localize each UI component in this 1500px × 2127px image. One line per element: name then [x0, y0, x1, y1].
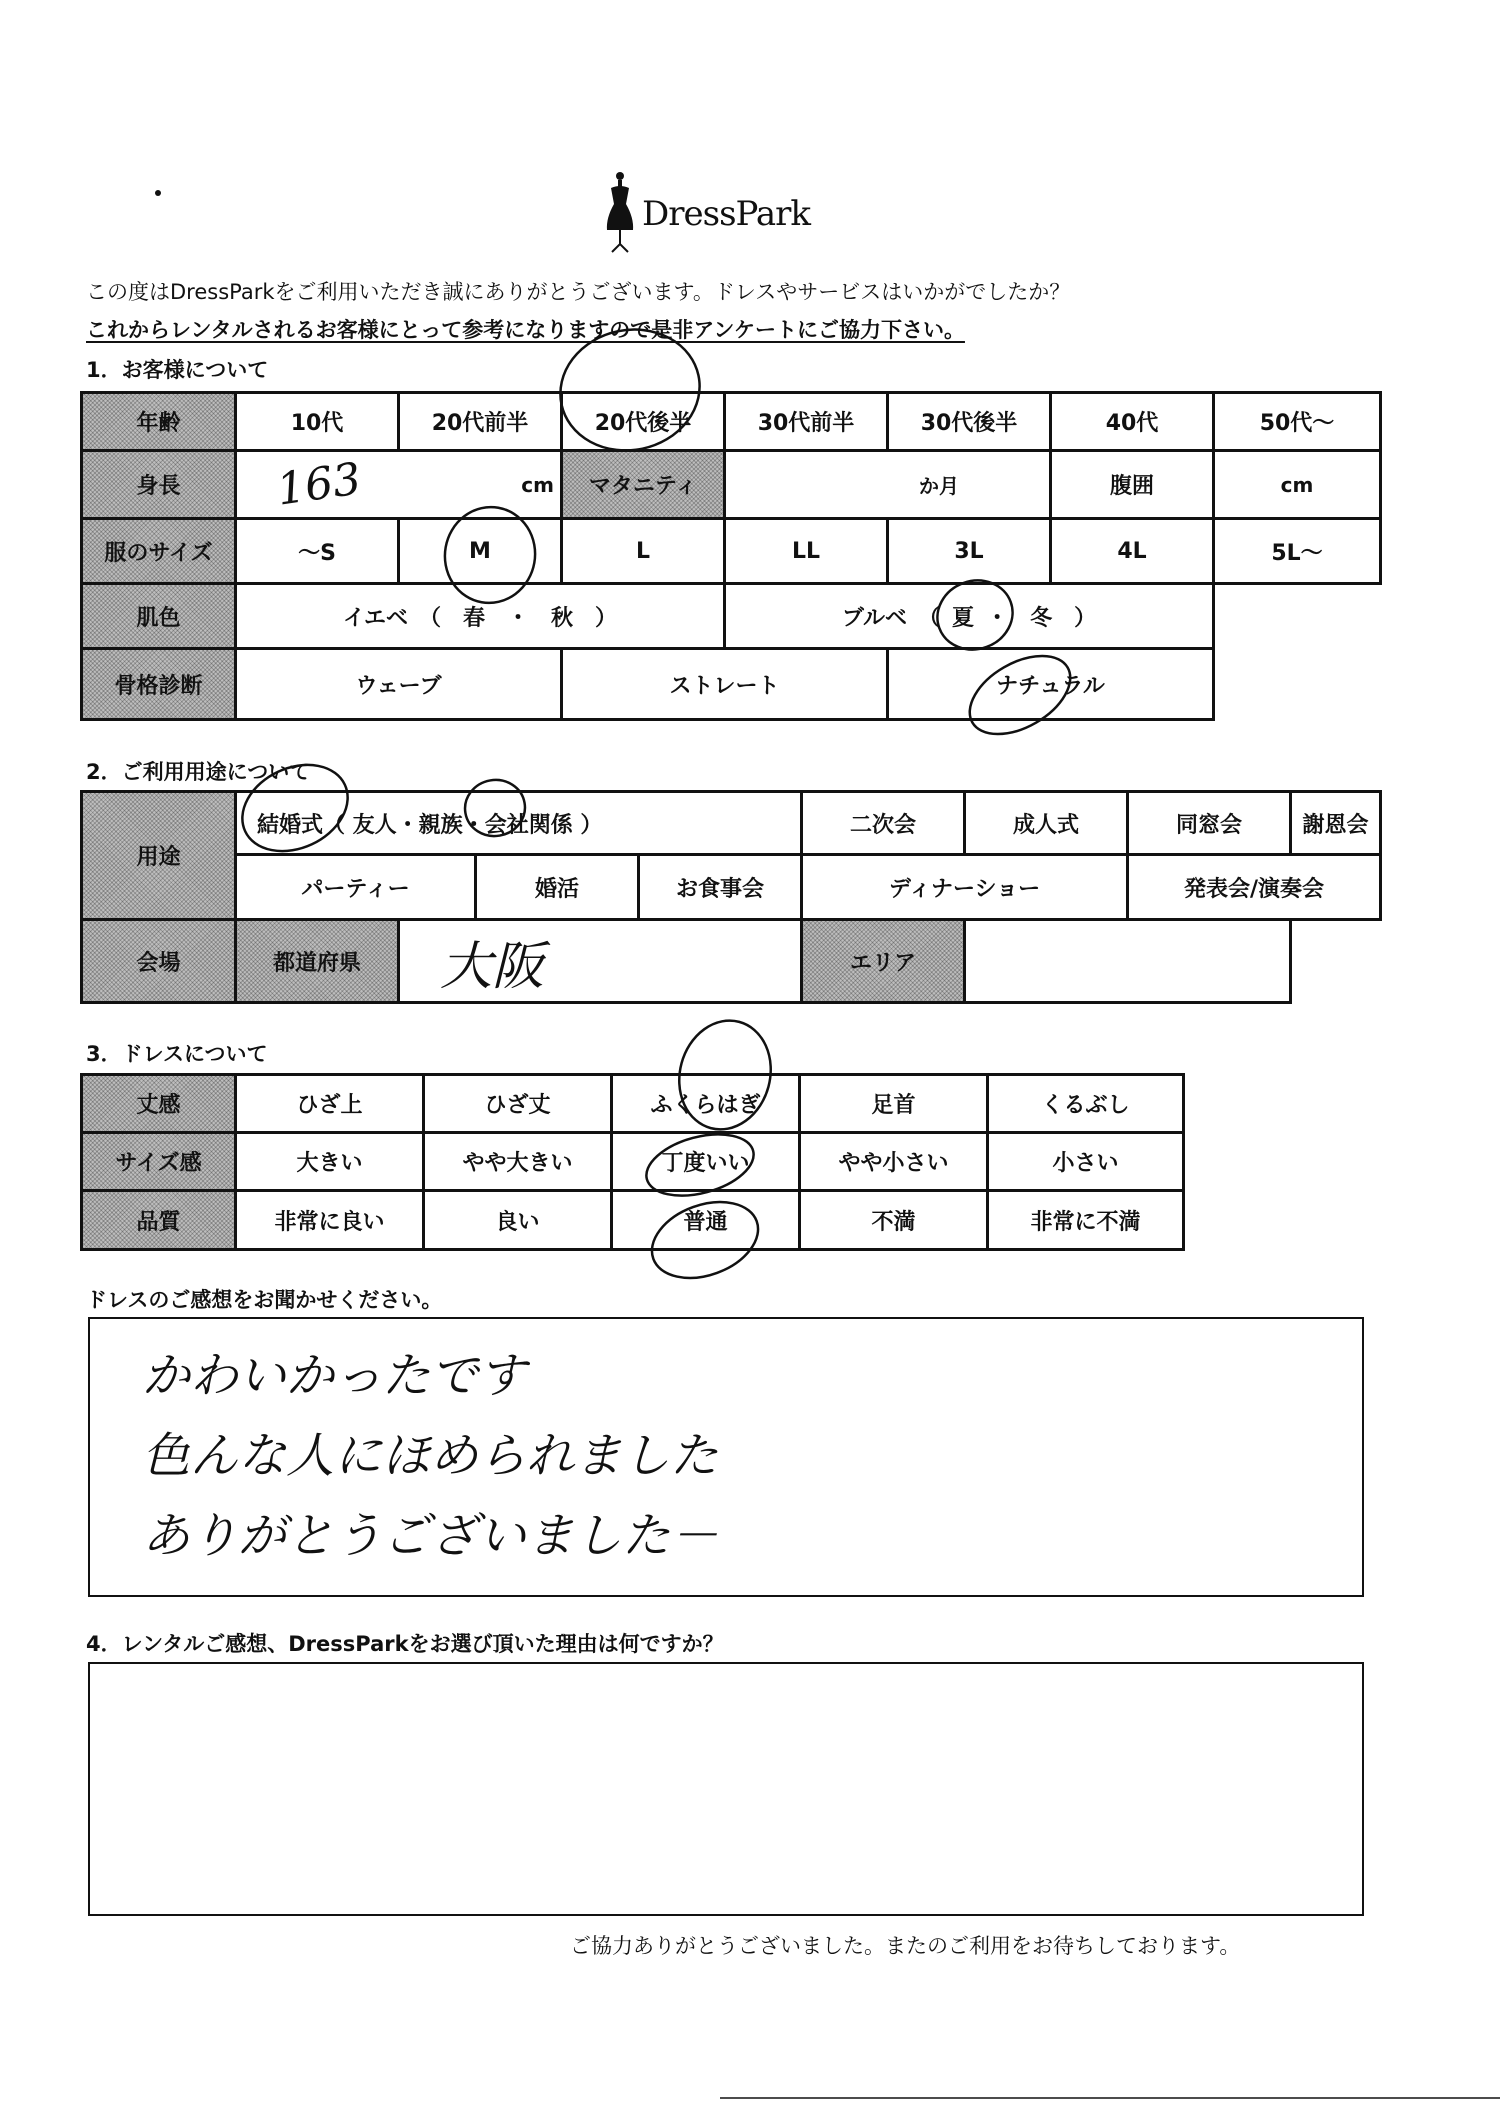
prefecture-value: 大阪 — [440, 936, 545, 997]
frame-option-selected[interactable]: ナチュラル — [889, 650, 1212, 718]
purpose-option[interactable]: パーティー — [237, 856, 474, 918]
intro-line-1: この度はDressParkをご利用いただき誠にありがとうございます。ドレスやサービスはいかがでしたか？ — [86, 280, 1071, 304]
logo-text: DressPark — [642, 194, 811, 234]
skin-blue-prefix: ブルベ （ — [841, 605, 941, 631]
quality-label: 品質 — [83, 1192, 234, 1248]
purpose-option[interactable]: 成人式 — [966, 793, 1126, 853]
height-unit: cm — [521, 472, 554, 497]
circle-mark-frame — [956, 640, 1083, 750]
size-label: 服のサイズ — [83, 520, 234, 582]
purpose-option[interactable]: ディナーショー — [803, 856, 1126, 918]
footer-thanks: ご協力ありがとうございました。またのご利用をお待ちしております。 — [570, 1934, 1241, 1958]
size-option[interactable]: L — [563, 520, 723, 582]
skin-yellow-option[interactable]: イエベ （ 春 ・ 秋 ） — [237, 585, 723, 647]
wedding-prefix: 結婚式（ 友人・ — [257, 812, 419, 838]
intro-line-2: これからレンタルされるお客様にとって参考になりますので是非アンケートにご協力下さい。 — [86, 318, 965, 342]
age-option[interactable]: 30代後半 — [889, 394, 1049, 449]
purpose-option[interactable]: 発表会/演奏会 — [1129, 856, 1379, 918]
frame-label: 骨格診断 — [83, 650, 234, 718]
purpose-option[interactable]: お食事会 — [640, 856, 800, 918]
waist-label: 腹囲 — [1052, 452, 1212, 517]
age-option[interactable]: 50代～ — [1215, 394, 1379, 449]
fit-option[interactable]: やや小さい — [801, 1134, 986, 1189]
waist-unit: cm — [1280, 472, 1314, 497]
age-label: 年齢 — [83, 394, 234, 449]
quality-option[interactable]: 良い — [425, 1192, 610, 1248]
section-1-title: 1．お客様について — [86, 358, 269, 382]
age-option[interactable]: 30代前半 — [726, 394, 886, 449]
purpose-label: 用途 — [83, 793, 234, 918]
prefecture-label: 都道府県 — [237, 921, 397, 1001]
venue-label: 会場 — [83, 921, 234, 1001]
circle-mark-relatives — [461, 775, 530, 841]
circle-mark-quality — [641, 1188, 768, 1291]
frame-option[interactable]: ウェーブ — [237, 650, 560, 718]
size-option[interactable]: 5L～ — [1215, 520, 1379, 582]
circle-mark-size — [437, 500, 542, 610]
length-option[interactable]: 足首 — [801, 1076, 986, 1131]
length-label: 丈感 — [83, 1076, 234, 1131]
size-option[interactable]: ～S — [237, 520, 397, 582]
area-label: エリア — [803, 921, 963, 1001]
fit-option[interactable]: 小さい — [989, 1134, 1182, 1189]
purpose-option[interactable]: 謝恩会 — [1292, 793, 1379, 853]
stray-dot — [155, 190, 161, 196]
section-2-title: 2．ご利用用途について — [86, 760, 311, 784]
impressions-line: 色んな人にほめられました — [142, 1428, 719, 1484]
months-unit: か月 — [919, 474, 959, 498]
circle-mark-length — [667, 1010, 782, 1140]
circle-mark-fit — [640, 1124, 761, 1207]
height-value: 163 — [273, 453, 365, 516]
fit-label: サイズ感 — [83, 1134, 234, 1189]
section-4-title: 4．レンタルご感想、DressParkをお選び頂いた理由は何ですか？ — [86, 1632, 724, 1656]
length-option[interactable]: ひざ上 — [237, 1076, 422, 1131]
size-option[interactable]: 4L — [1052, 520, 1212, 582]
size-option-selected[interactable]: M — [400, 520, 560, 582]
quality-option[interactable]: 非常に不満 — [989, 1192, 1182, 1248]
length-option-selected[interactable]: ふくらはぎ — [613, 1076, 798, 1131]
impressions-prompt: ドレスのご感想をお聞かせください。 — [86, 1288, 443, 1312]
age-option[interactable]: 40代 — [1052, 394, 1212, 449]
size-option[interactable]: 3L — [889, 520, 1049, 582]
fit-option[interactable]: 大きい — [237, 1134, 422, 1189]
wedding-suffix: ・会社関係 ） — [462, 812, 603, 838]
circle-mark-age — [549, 317, 711, 463]
purpose-option[interactable]: 同窓会 — [1129, 793, 1289, 853]
circle-mark-wedding — [228, 749, 362, 868]
fit-option[interactable]: やや大きい — [425, 1134, 610, 1189]
impressions-line: かわいかったです — [142, 1348, 527, 1404]
purpose-option[interactable]: 婚活 — [477, 856, 637, 918]
length-option[interactable]: くるぶし — [989, 1076, 1182, 1131]
quality-option[interactable]: 非常に良い — [237, 1192, 422, 1248]
section-3-title: 3．ドレスについて — [86, 1042, 268, 1066]
age-option-selected[interactable]: 20代後半 — [563, 394, 723, 449]
purpose-option[interactable]: 二次会 — [803, 793, 963, 853]
circle-mark-skin — [928, 570, 1023, 660]
age-option[interactable]: 20代前半 — [400, 394, 560, 449]
impressions-line: ありがとうございました－ — [142, 1508, 719, 1564]
height-label: 身長 — [83, 452, 234, 517]
skin-blue-summer: 夏 — [952, 605, 975, 631]
age-option[interactable]: 10代 — [237, 394, 397, 449]
wedding-relatives: 親族 — [418, 812, 463, 838]
fit-option-selected[interactable]: 丁度いい — [613, 1134, 798, 1189]
length-option[interactable]: ひざ丈 — [425, 1076, 610, 1131]
quality-option-selected[interactable]: 普通 — [613, 1192, 798, 1248]
frame-option[interactable]: ストレート — [563, 650, 886, 718]
skin-blue-rest: ・ 冬 ） — [986, 605, 1097, 631]
size-option[interactable]: LL — [726, 520, 886, 582]
skin-label: 肌色 — [83, 585, 234, 647]
quality-option[interactable]: 不満 — [801, 1192, 986, 1248]
maternity-label: マタニティ — [563, 452, 723, 517]
